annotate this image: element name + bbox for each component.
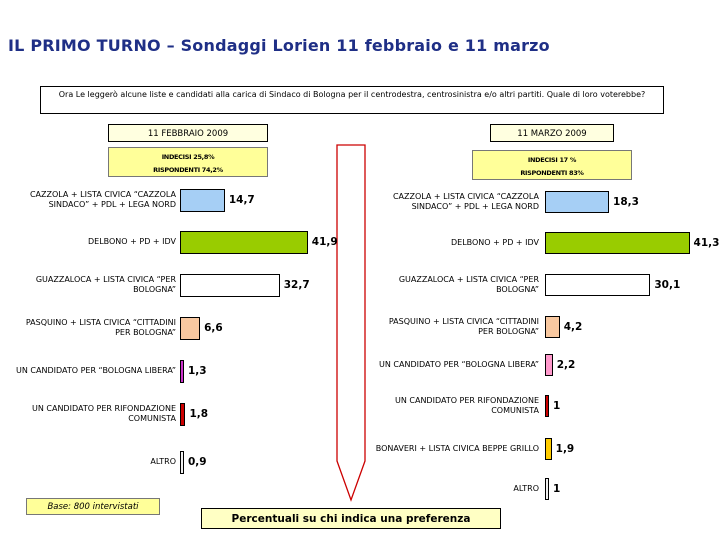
category-label: UN CANDIDATO PER RIFONDAZIONE COMUNISTA [32, 404, 176, 423]
value-label: 1,8 [189, 408, 209, 420]
category-label: PASQUINO + LISTA CIVICA “CITTADINI PER BOLOGNA” [388, 317, 539, 336]
bar [545, 478, 549, 500]
bar [545, 438, 552, 460]
category-label: GUAZZALOCA + LISTA CIVICA “PER BOLOGNA” [398, 275, 539, 294]
bar [545, 354, 553, 376]
category-label: ALTRO [513, 484, 539, 493]
value-label: 30,1 [654, 279, 681, 291]
value-label: 41,9 [311, 236, 338, 248]
bar [545, 232, 690, 254]
note-box: Percentuali su chi indica una preferenza [201, 508, 501, 529]
value-label: 1 [553, 483, 561, 495]
value-label: 1,9 [555, 443, 575, 455]
value-label: 41,3 [693, 237, 720, 249]
category-label: BONAVERI + LISTA CIVICA BEPPE GRILLO [375, 444, 539, 453]
category-label: UN CANDIDATO PER “BOLOGNA LIBERA” [379, 360, 539, 369]
value-label: 14,7 [228, 194, 255, 206]
base-box: Base: 800 intervistati [26, 498, 160, 515]
info-marzo [472, 150, 632, 180]
bar [180, 403, 185, 426]
category-label: UN CANDIDATO PER RIFONDAZIONE COMUNISTA [395, 396, 539, 415]
value-label: 1,3 [188, 365, 207, 377]
date-febbraio: 11 FEBBRAIO 2009 [108, 124, 268, 142]
category-label: DELBONO + PD + IDV [87, 237, 176, 246]
date-marzo: 11 MARZO 2009 [490, 124, 614, 142]
value-label: 1 [553, 400, 561, 412]
value-label: 32,7 [283, 279, 310, 291]
bar [180, 317, 200, 340]
category-label: DELBONO + PD + IDV [450, 238, 539, 247]
category-label: ALTRO [150, 457, 176, 466]
category-label: UN CANDIDATO PER “BOLOGNA LIBERA” [16, 366, 176, 375]
bar [545, 191, 609, 213]
bar [545, 316, 560, 338]
down-arrow-icon [334, 143, 368, 505]
category-label: GUAZZALOCA + LISTA CIVICA “PER BOLOGNA” [35, 275, 176, 294]
value-label: 18,3 [613, 196, 639, 208]
rispondenti-marzo: RISPONDENTI 83% [520, 169, 584, 177]
category-label: CAZZOLA + LISTA CIVICA “CAZZOLA SINDACO” + PDL + LEGA NORD [29, 190, 176, 209]
bar [545, 274, 650, 296]
value-label: 2,2 [556, 359, 576, 371]
value-label: 6,6 [204, 322, 223, 334]
rispondenti-febbraio: RISPONDENTI 74,2% [153, 166, 223, 174]
value-label: 4,2 [563, 321, 583, 333]
info-febbraio [108, 147, 268, 177]
indecisi-febbraio: INDECISI 25,8% [161, 153, 215, 161]
category-label: PASQUINO + LISTA CIVICA “CITTADINI PER BOLOGNA” [25, 318, 176, 337]
value-label: 0,9 [188, 456, 207, 468]
bar [180, 451, 184, 474]
bar [180, 231, 308, 254]
category-label: CAZZOLA + LISTA CIVICA “CAZZOLA SINDACO” + PDL + LEGA NORD [392, 192, 539, 211]
bar [180, 189, 225, 212]
bar [180, 360, 184, 383]
page-title: IL PRIMO TURNO – Sondaggi Lorien 11 febbraio e 11 marzo [8, 36, 550, 55]
question-box: Ora Le leggerò alcune liste e candidati alla carica di Sindaco di Bologna per il centrodestra, centrosinistra e/o altri partiti. Quale di loro voterebbe? [40, 86, 664, 114]
bar [545, 395, 549, 417]
bar [180, 274, 280, 297]
indecisi-marzo: INDECISI 17 % [527, 156, 577, 164]
